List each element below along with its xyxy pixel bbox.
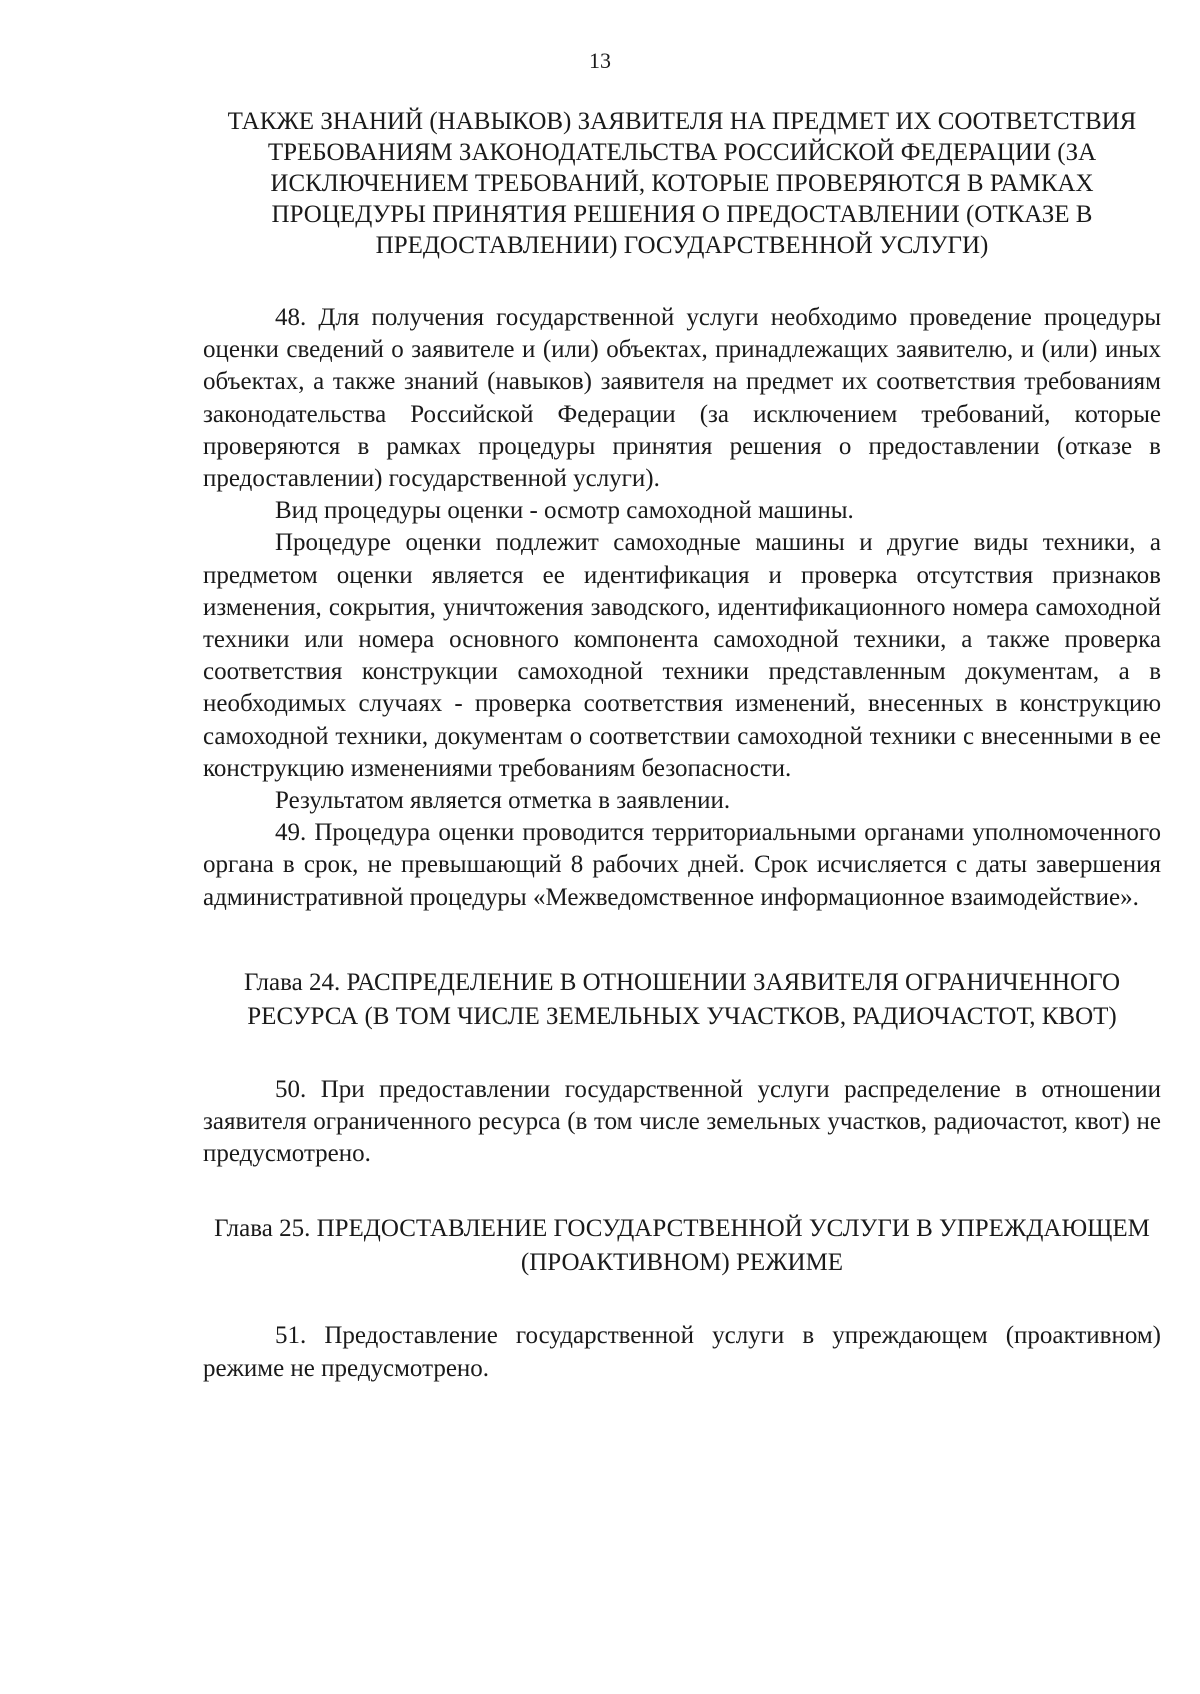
paragraph-51: 51. Предоставление государственной услуги в упреждающем (проактивном) режиме не предусмотрено. bbox=[203, 1322, 1161, 1382]
chapter-24-title: Глава 24. РАСПРЕДЕЛЕНИЕ В ОТНОШЕНИИ ЗАЯВИТЕЛЯ ОГРАНИЧЕННОГО РЕСУРСА (В ТОМ ЧИСЛЕ ЗЕМЕЛЬНЫХ УЧАСТКОВ, РАДИОЧАСТОТ, КВОТ) bbox=[243, 968, 1120, 1030]
section-heading: ТАКЖЕ ЗНАНИЙ (НАВЫКОВ) ЗАЯВИТЕЛЯ НА ПРЕДМЕТ ИХ СООТВЕТСТВИЯ ТРЕБОВАНИЯМ ЗАКОНОДАТЕЛЬСТВА РОССИЙСКОЙ ФЕДЕРАЦИИ (ЗА ИСКЛЮЧЕНИЕМ ТРЕБОВАНИЙ, КОТОРЫЕ ПРОВЕРЯЮТСЯ В РАМКАХ ПРОЦЕДУРЫ ПРИНЯТИЯ РЕШЕНИЯ О ПРЕДОСТАВЛЕНИИ (ОТКАЗЕ В ПРЕДОСТАВЛЕНИИ) ГОСУДАРСТВЕННОЙ УСЛУГИ) bbox=[227, 108, 1137, 259]
paragraph-result: Результатом является отметка в заявлении. bbox=[275, 787, 731, 815]
paragraph-49: 49. Процедура оценки проводится территориальными органами уполномоченного органа в срок, не превышающий 8 рабочих дней. Срок исчисляется с даты завершения административной процедуры «Межведомственное информационное взаимодействие». bbox=[203, 819, 1161, 911]
paragraph-48: 48. Для получения государственной услуги необходимо проведение процедуры оценки сведений о заявителе и (или) объектах, принадлежащих заявителю, и (или) иных объектах, а также знаний (навыков) заявителя на предмет их соответствия требованиям законодательства Российской Федерации (за исключением требований, которые проверяются в рамках процедуры принятия решения о предоставлении (отказе в предоставлении) государственной услуги). bbox=[203, 304, 1161, 493]
paragraph-procedure-subject: Процедуре оценки подлежит самоходные машины и другие виды техники, а предметом оценки является ее идентификация и проверка отсутствия признаков изменения, сокрытия, уничтожения заводского, идентификационного номера самоходной техники или номера основного компонента самоходной техники, а также проверка соответствия конструкции самоходной техники представленным документам, а в необходимых случаях - проверка соответствия изменений, внесенных в конструкцию самоходной техники, документам о соответствии самоходной техники с внесенными в ее конструкцию изменениями требованиям безопасности. bbox=[203, 529, 1161, 782]
chapter-25-title: Глава 25. ПРЕДОСТАВЛЕНИЕ ГОСУДАРСТВЕННОЙ УСЛУГИ В УПРЕЖДАЮЩЕМ (ПРОАКТИВНОМ) РЕЖИМЕ bbox=[214, 1215, 1150, 1277]
page-content bbox=[203, 106, 1161, 1385]
page-number: 13 bbox=[589, 48, 611, 73]
paragraph-procedure-type: Вид процедуры оценки - осмотр самоходной машины. bbox=[275, 497, 854, 525]
paragraph-50: 50. При предоставлении государственной услуги распределение в отношении заявителя ограниченного ресурса (в том числе земельных участков, радиочастот, квот) не предусмотрено. bbox=[203, 1075, 1161, 1168]
